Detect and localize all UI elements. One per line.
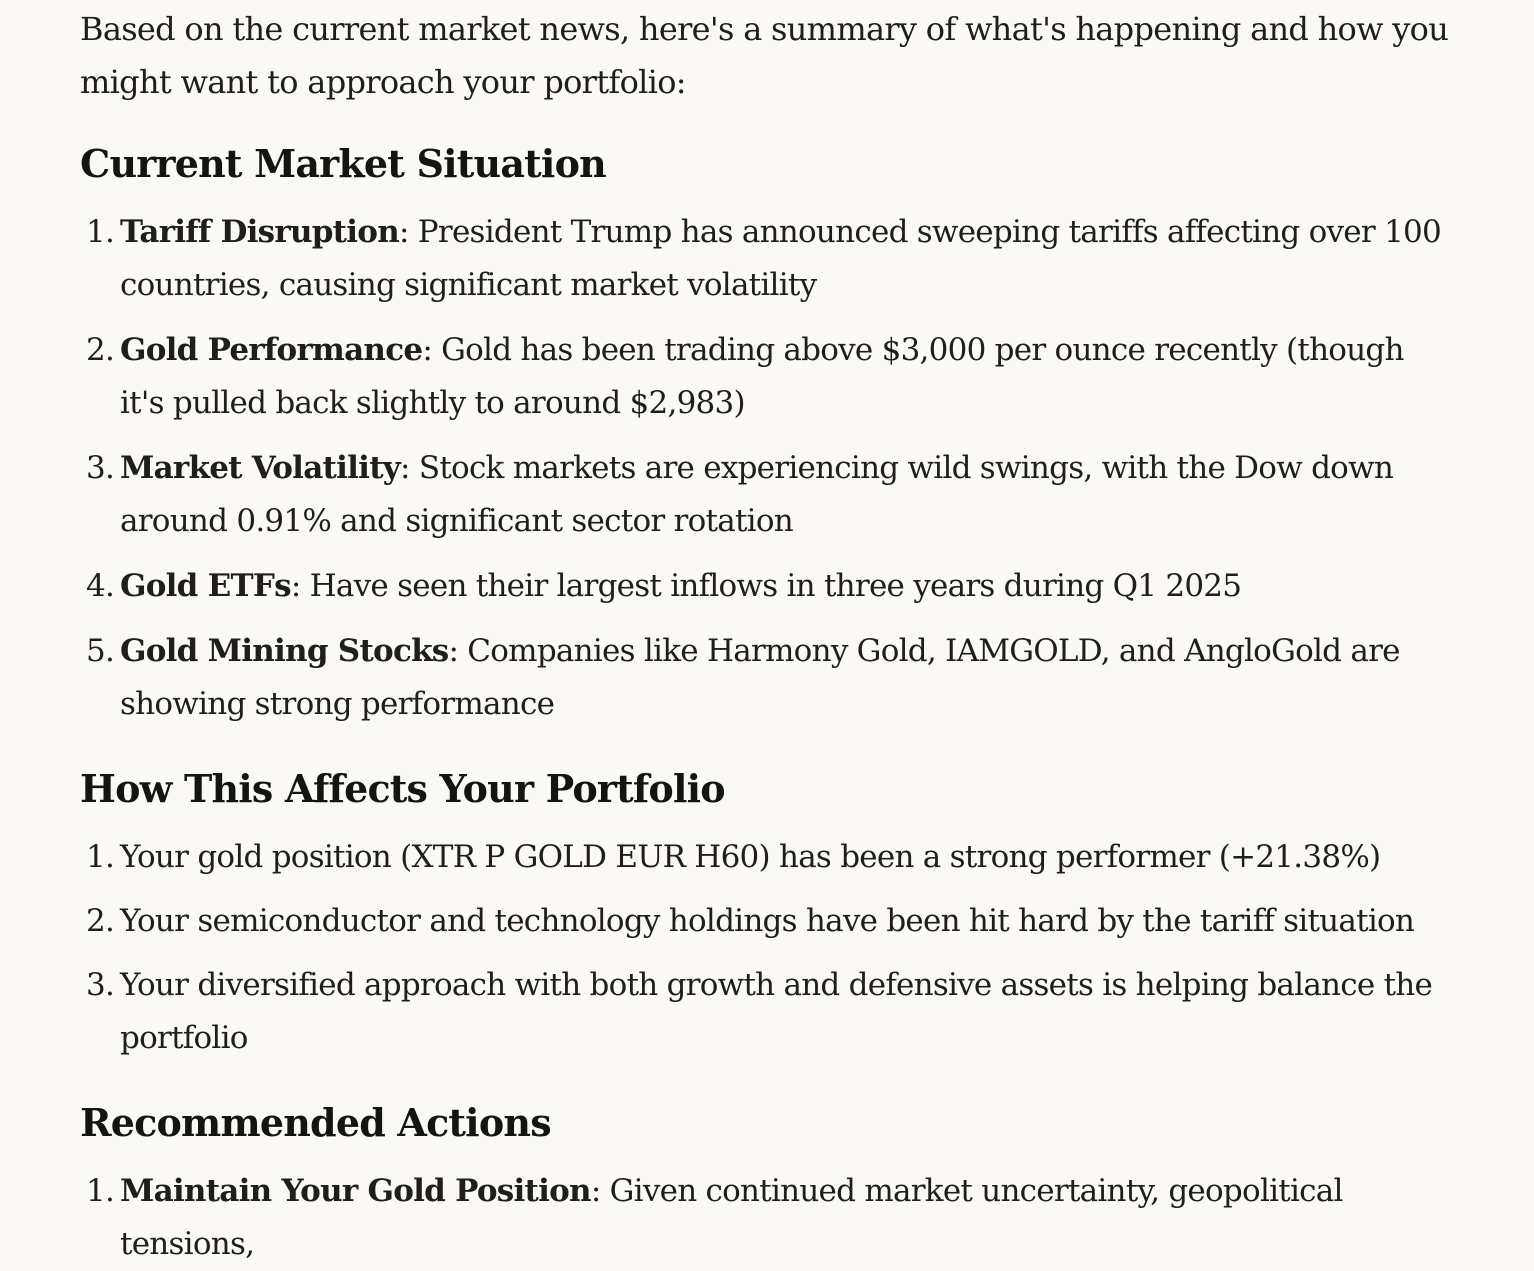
list-item-text: : Stock markets are experiencing wild swings, with the Dow down around 0.91% and significant sector rotation <box>120 450 1394 539</box>
list-item-title: Gold Performance <box>120 332 423 368</box>
list-item-text: Your semiconductor and technology holdings have been hit hard by the tariff situation <box>120 903 1415 939</box>
list-number: 1. <box>86 839 115 875</box>
list-number: 2. <box>86 332 115 368</box>
list-number: 3. <box>86 967 115 1003</box>
list-item <box>86 560 1452 613</box>
portfolio-effects-list <box>80 831 1452 1065</box>
list-item <box>86 959 1452 1065</box>
list-item <box>86 1165 1452 1271</box>
list-item <box>86 625 1452 731</box>
list-item <box>86 895 1452 948</box>
list-item <box>86 442 1452 548</box>
recommended-actions-list <box>80 1165 1452 1271</box>
list-item-title: Market Volatility <box>120 450 401 486</box>
list-item-text: : President Trump has announced sweeping tariffs affecting over 100 countries, causing significant market volatility <box>120 214 1441 303</box>
list-item-title: Gold ETFs <box>120 568 291 604</box>
intro-paragraph: Based on the current market news, here's a summary of what's happening and how you might want to approach your portfolio: <box>80 10 1449 101</box>
list-item <box>86 206 1452 312</box>
assistant-message <box>80 3 1452 1271</box>
list-item-text: : Companies like Harmony Gold, IAMGOLD, and AngloGold are showing strong performance <box>120 633 1400 722</box>
list-number: 4. <box>86 568 115 604</box>
list-item-text: Your gold position (XTR P GOLD EUR H60) has been a strong performer (+21.38%) <box>120 839 1381 875</box>
heading-recommended-actions: Recommended Actions <box>80 1100 551 1145</box>
list-number: 1. <box>86 1173 115 1209</box>
list-item-text: : Given continued market uncertainty, geopolitical tensions, <box>120 1173 1343 1262</box>
list-item-text: : Gold has been trading above $3,000 per ounce recently (though it's pulled back slightly to around $2,983) <box>120 332 1404 421</box>
list-item-title: Maintain Your Gold Position <box>120 1173 591 1209</box>
market-situation-list <box>80 206 1452 731</box>
list-item-title: Tariff Disruption <box>120 214 399 250</box>
list-number: 2. <box>86 903 115 939</box>
list-number: 5. <box>86 633 115 669</box>
list-item-text: : Have seen their largest inflows in three years during Q1 2025 <box>290 568 1242 604</box>
list-item-text: Your diversified approach with both growth and defensive assets is helping balance the portfolio <box>120 967 1433 1056</box>
list-number: 3. <box>86 450 115 486</box>
list-item <box>86 831 1452 884</box>
list-item <box>86 324 1452 430</box>
heading-portfolio-effects: How This Affects Your Portfolio <box>80 766 725 811</box>
heading-current-market-situation: Current Market Situation <box>80 141 606 186</box>
list-number: 1. <box>86 214 115 250</box>
list-item-title: Gold Mining Stocks <box>120 633 449 669</box>
